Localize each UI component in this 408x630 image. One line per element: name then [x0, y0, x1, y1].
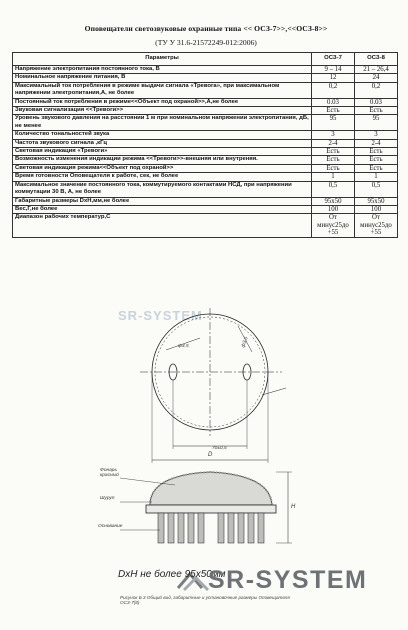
- row-value-ocz8: 0,2: [355, 82, 398, 98]
- row-value-ocz7: От минус25до +55: [312, 214, 355, 237]
- figure-caption: Рисунок Б.3 Общий вид, габаритные и установочные размеры Оповещателя ОСЗ-7(8): [120, 595, 290, 606]
- row-label: Световая индикация «Тревоги»: [13, 148, 312, 156]
- table-row: [13, 205, 398, 213]
- base-label: Основание: [98, 524, 123, 529]
- row-value-ocz8: 100: [355, 205, 398, 213]
- row-value-ocz7: Есть: [312, 164, 355, 172]
- table-row: [13, 107, 398, 115]
- row-value-ocz7: Есть: [312, 107, 355, 115]
- lamp-dome: [150, 472, 272, 505]
- row-value-ocz8: От минус25до +55: [355, 214, 398, 237]
- table-row: [13, 173, 398, 181]
- table-row: [13, 115, 398, 131]
- document-subtitle: (ТУ У 31.6-21572249-012:2006): [155, 38, 257, 47]
- lamp-label: Фонарь красный: [100, 468, 119, 478]
- row-label: Частота звукового сигнала ,кГц: [13, 139, 312, 147]
- row-label: Постоянный ток потребления в режиме<<Объект под охраной>>,А,не более: [13, 98, 312, 106]
- base-plate: [146, 505, 276, 513]
- row-value-ocz7: 0.03: [312, 98, 355, 106]
- table-row: [13, 148, 398, 156]
- watermark-logo-small: SR-SYSTEM: [118, 308, 203, 323]
- row-value-ocz8: Есть: [355, 156, 398, 164]
- row-label: Возможность изменения индикации режима <<Тревоги>>-внешняя или внутреняя.: [13, 156, 312, 164]
- row-value-ocz8: Есть: [355, 164, 398, 172]
- row-label: Напряжение электропитания постоянного тока, В: [13, 66, 312, 74]
- dim-phi-label: ф4,5: [178, 344, 189, 349]
- row-value-ocz7: 0,5: [312, 181, 355, 197]
- table-row: [13, 139, 398, 147]
- row-value-ocz8: 1: [355, 173, 398, 181]
- table-row: [13, 197, 398, 205]
- spec-table: [12, 52, 398, 238]
- table-row: [13, 66, 398, 74]
- row-label: Номинальное напряжение питания, В: [13, 74, 312, 82]
- row-value-ocz7: 95х50: [312, 197, 355, 205]
- row-label: Световая индикация режима<<Объект под охраной>>: [13, 164, 312, 172]
- row-value-ocz7: 95: [312, 115, 355, 131]
- dim-h-label: H: [291, 504, 296, 510]
- row-value-ocz7: Есть: [312, 156, 355, 164]
- row-value-ocz8: Есть: [355, 107, 398, 115]
- table-row: [13, 181, 398, 197]
- top-view: [140, 308, 286, 463]
- side-view: [120, 472, 292, 543]
- table-row: [13, 164, 398, 172]
- row-value-ocz7: 1: [312, 173, 355, 181]
- spec-table-header: [13, 53, 398, 66]
- row-value-ocz7: 0,2: [312, 82, 355, 98]
- row-value-ocz8: 21 – 26,4: [355, 66, 398, 74]
- document-title: Оповещатели светозвуковые охранные типа << ОСЗ-7>>,<<ОСЗ-8>>: [84, 24, 328, 33]
- row-value-ocz8: 95х50: [355, 197, 398, 205]
- table-row: [13, 98, 398, 106]
- row-label: Время готовности Оповещателя к работе, сек, не более: [13, 173, 312, 181]
- row-label: Вес,Г,не более: [13, 205, 312, 213]
- row-value-ocz8: 24: [355, 74, 398, 82]
- dimensions-note: DxH не более 95х50мм: [118, 569, 226, 580]
- row-value-ocz7: 100: [312, 205, 355, 213]
- row-label: Диапазон рабочих температур,С: [13, 214, 312, 237]
- row-value-ocz7: 3: [312, 131, 355, 139]
- table-row: [13, 156, 398, 164]
- row-value-ocz8: 2-4: [355, 139, 398, 147]
- row-label: Звуковая сигнализация <<Тревоги>>: [13, 107, 312, 115]
- header-col1: ОСЗ-7: [312, 53, 355, 66]
- table-row: [13, 214, 398, 237]
- row-value-ocz7: 9 – 14: [312, 66, 355, 74]
- dim-phi2-label: ф3,5: [241, 336, 250, 349]
- row-value-ocz7: 12: [312, 74, 355, 82]
- table-row: [13, 74, 398, 82]
- row-label: Габаритные размеры DxH,мм,не более: [13, 197, 312, 205]
- row-label: Количество тональностей звука: [13, 131, 312, 139]
- row-value-ocz7: Есть: [312, 148, 355, 156]
- row-value-ocz8: Есть: [355, 148, 398, 156]
- row-value-ocz8: 0.03: [355, 98, 398, 106]
- base-ribs: [158, 513, 264, 543]
- header-param: Параметры: [13, 53, 312, 66]
- row-value-ocz7: 2-4: [312, 139, 355, 147]
- row-value-ocz8: 3: [355, 131, 398, 139]
- header-col2: ОСЗ-8: [355, 53, 398, 66]
- watermark-logo-big: SR-SYSTEM: [208, 566, 368, 594]
- row-value-ocz8: 95: [355, 115, 398, 131]
- table-row: [13, 131, 398, 139]
- row-label: Максимальное значение постоянного тока, коммутируемого контактами НСД, при напряжении коммутации 30 В, А, не более: [13, 181, 312, 197]
- table-row: [13, 82, 398, 98]
- row-label: Максимальный ток потребления в режиме выдачи сигнала «Тревога», при максимальном напряжении электропитания,А, не более: [13, 82, 312, 98]
- dim-70-label: 70±0,5: [212, 446, 227, 451]
- row-value-ocz8: 0,5: [355, 181, 398, 197]
- screw-label: Шуруп: [100, 496, 115, 501]
- dim-d-label: D: [208, 452, 213, 458]
- row-label: Уровень звукового давления на расстоянии 1 м при номинальном напряжении электропитания, дБ, не менее: [13, 115, 312, 131]
